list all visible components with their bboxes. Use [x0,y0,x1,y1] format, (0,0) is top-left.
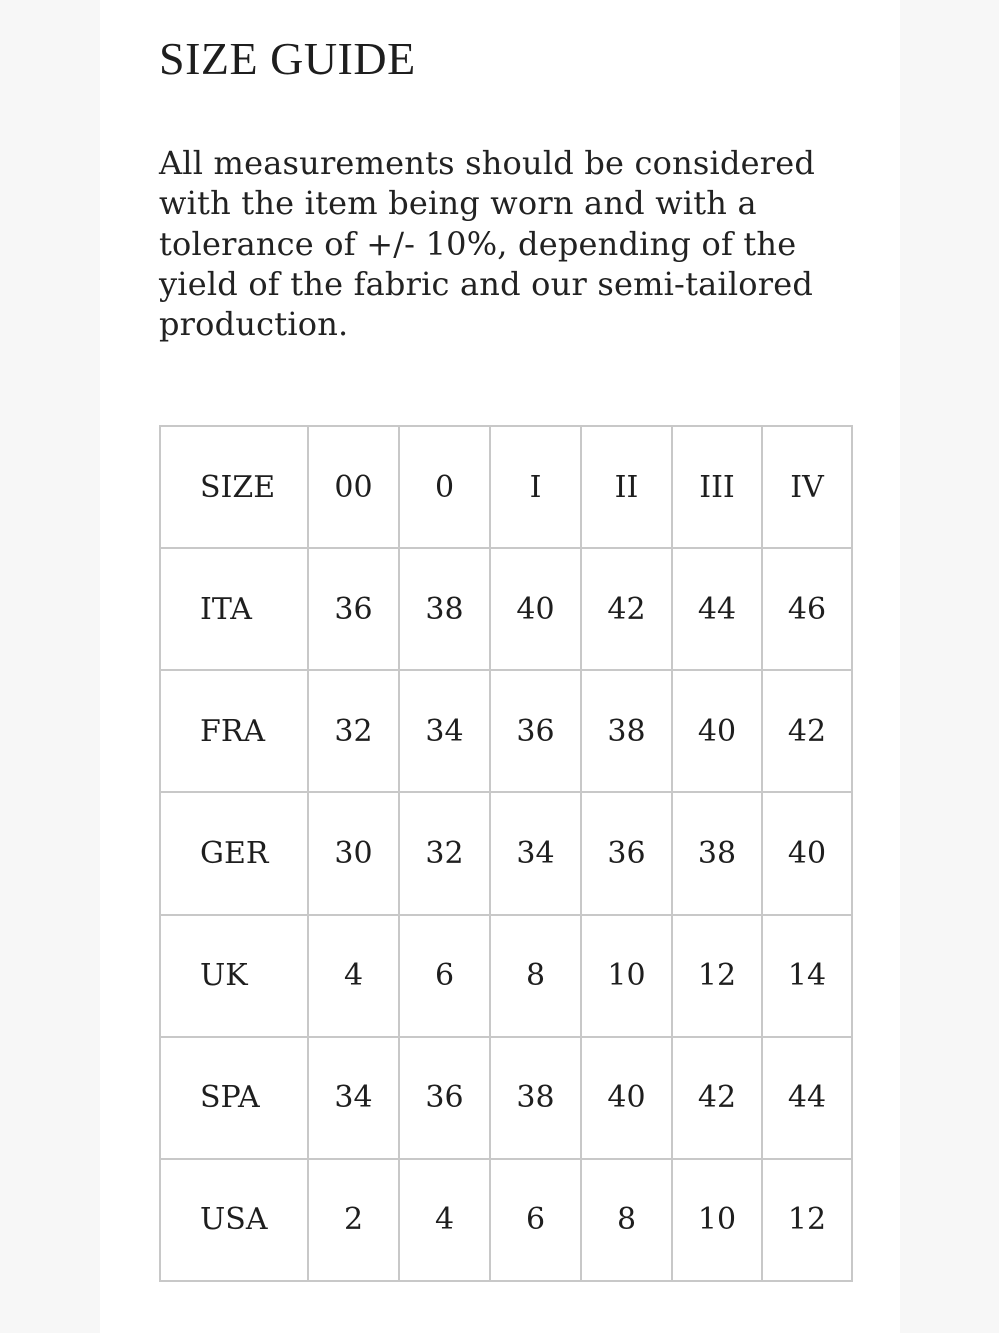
table-cell: 44 [672,548,762,670]
row-label: USA [160,1159,308,1281]
table-cell: 10 [581,915,672,1037]
size-cell: 00 [308,426,399,548]
table-cell: 46 [762,548,852,670]
size-cell: II [581,426,672,548]
table-cell: 34 [490,792,581,914]
table-cell: 40 [762,792,852,914]
table-cell: 34 [308,1037,399,1159]
table-cell: 32 [308,670,399,792]
table-cell: 8 [490,915,581,1037]
size-cell: I [490,426,581,548]
table-cell: 8 [581,1159,672,1281]
intro-paragraph [159,143,849,344]
table-cell: 42 [581,548,672,670]
table-cell: 40 [672,670,762,792]
table-row [160,670,852,792]
table-row [160,548,852,670]
table-cell: 12 [762,1159,852,1281]
intro-line: tolerance of +/- 10%, depending of the [159,224,797,263]
row-label: SPA [160,1037,308,1159]
table-cell: 38 [490,1037,581,1159]
table-cell: 36 [308,548,399,670]
table-cell: 34 [399,670,490,792]
table-cell: 12 [672,915,762,1037]
table-header-row [160,426,852,548]
row-label: GER [160,792,308,914]
table-cell: 36 [399,1037,490,1159]
table-cell: 6 [490,1159,581,1281]
row-label: SIZE [160,426,308,548]
intro-line: with the item being worn and with a [159,184,757,223]
table-cell: 38 [672,792,762,914]
table-row [160,915,852,1037]
intro-line: production. [159,305,349,344]
table-cell: 42 [672,1037,762,1159]
size-cell: IV [762,426,852,548]
table-cell: 4 [308,915,399,1037]
size-cell: III [672,426,762,548]
table-cell: 36 [581,792,672,914]
table-cell: 4 [399,1159,490,1281]
table-cell: 42 [762,670,852,792]
table-row [160,1037,852,1159]
size-conversion-table [159,425,853,1282]
table-cell: 2 [308,1159,399,1281]
table-cell: 32 [399,792,490,914]
page-title: SIZE GUIDE [159,33,416,84]
table-cell: 38 [399,548,490,670]
row-label: UK [160,915,308,1037]
table-row [160,792,852,914]
table-cell: 40 [581,1037,672,1159]
table-cell: 30 [308,792,399,914]
table-cell: 44 [762,1037,852,1159]
table-cell: 14 [762,915,852,1037]
intro-line: yield of the fabric and our semi-tailored [159,264,814,303]
table-cell: 10 [672,1159,762,1281]
row-label: FRA [160,670,308,792]
table-cell: 36 [490,670,581,792]
intro-line: All measurements should be considered [159,144,816,182]
size-cell: 0 [399,426,490,548]
row-label: ITA [160,548,308,670]
table-cell: 40 [490,548,581,670]
table-cell: 6 [399,915,490,1037]
table-cell: 38 [581,670,672,792]
table-row [160,1159,852,1281]
